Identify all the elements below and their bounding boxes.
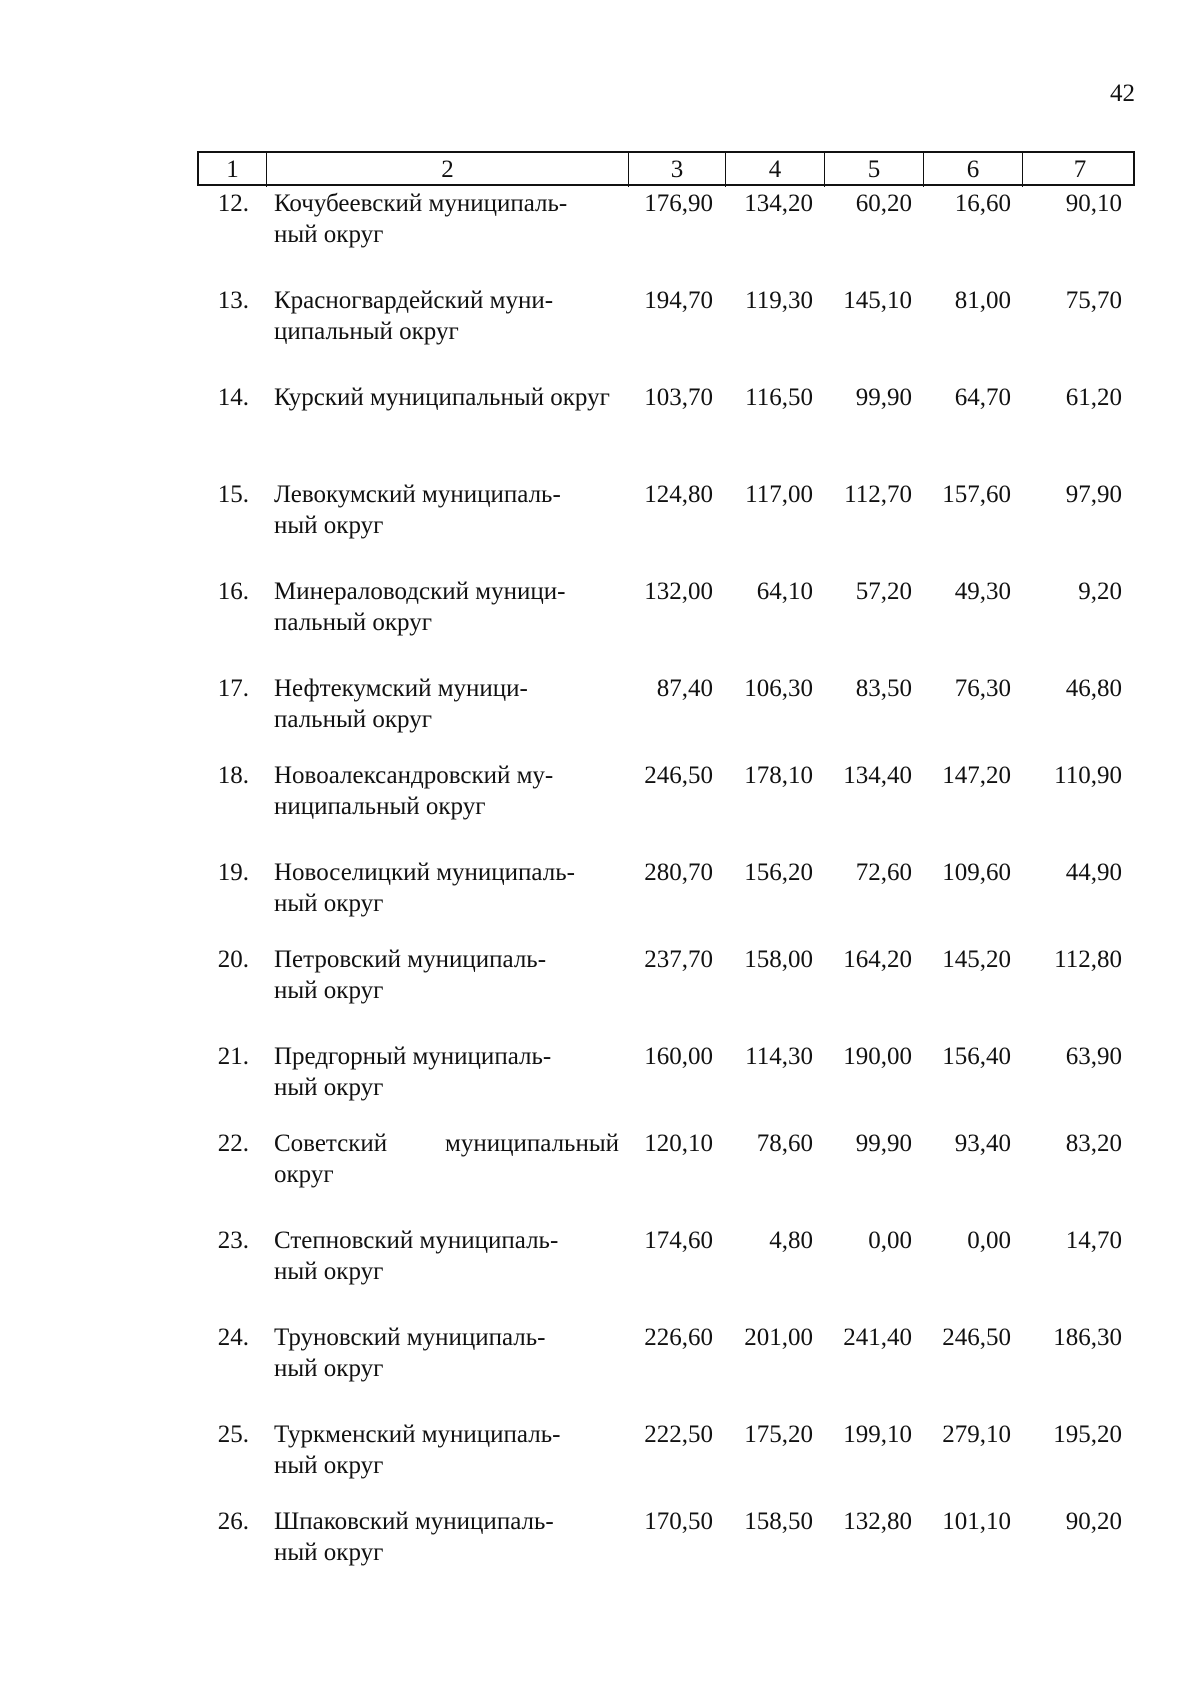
table-row	[197, 479, 1135, 545]
district-name: Советский муниципальный округ	[274, 1130, 619, 1188]
district-name: Новоселицкий муниципаль- ный округ	[274, 859, 575, 917]
row-number: 26.	[217, 1508, 249, 1535]
value-c5: 134,40	[843, 762, 912, 789]
table-row	[197, 1419, 1135, 1485]
value-c7: 110,90	[1054, 762, 1122, 789]
row-number: 25.	[217, 1421, 249, 1448]
value-c4: 4,80	[769, 1227, 813, 1254]
value-c7: 186,30	[1053, 1324, 1122, 1351]
table-row	[197, 673, 1135, 739]
header-cell-2: 2	[266, 153, 628, 187]
row-number: 21.	[217, 1043, 249, 1070]
row-number: 17.	[217, 675, 249, 702]
value-c5: 72,60	[855, 859, 912, 886]
row-number: 24.	[217, 1324, 249, 1351]
district-name: Труновский муниципаль- ный округ	[274, 1324, 546, 1382]
value-c3: 124,80	[644, 481, 713, 508]
value-c4: 116,50	[745, 384, 813, 411]
value-c5: 83,50	[855, 675, 912, 702]
value-c6: 64,70	[954, 384, 1011, 411]
district-name: Предгорный муниципаль- ный округ	[274, 1043, 552, 1101]
value-c4: 114,30	[745, 1043, 813, 1070]
header-cell-6: 6	[923, 153, 1022, 187]
district-name: Петровский муниципаль- ный округ	[274, 946, 547, 1004]
table-row	[197, 857, 1135, 923]
value-c5: 145,10	[843, 287, 912, 314]
value-c6: 49,30	[954, 578, 1011, 605]
row-number: 23.	[217, 1227, 249, 1254]
value-c7: 83,20	[1065, 1130, 1122, 1157]
value-c7: 61,20	[1065, 384, 1122, 411]
row-number: 19.	[217, 859, 249, 886]
value-c6: 0,00	[967, 1227, 1011, 1254]
value-c5: 199,10	[843, 1421, 912, 1448]
value-c3: 226,60	[644, 1324, 713, 1351]
value-c5: 164,20	[843, 946, 912, 973]
value-c3: 170,50	[644, 1508, 713, 1535]
value-c5: 99,90	[855, 1130, 912, 1157]
row-number: 16.	[217, 578, 249, 605]
value-c7: 44,90	[1065, 859, 1122, 886]
value-c3: 237,70	[644, 946, 713, 973]
value-c3: 103,70	[644, 384, 713, 411]
value-c6: 81,00	[954, 287, 1011, 314]
table-row	[197, 760, 1135, 826]
value-c7: 14,70	[1065, 1227, 1122, 1254]
table-row	[197, 1322, 1135, 1388]
table-row	[197, 944, 1135, 1010]
table-row	[197, 1225, 1135, 1291]
row-number: 20.	[217, 946, 249, 973]
header-cell-5: 5	[824, 153, 923, 187]
value-c6: 246,50	[942, 1324, 1011, 1351]
value-c4: 64,10	[756, 578, 813, 605]
value-c3: 87,40	[656, 675, 713, 702]
value-c4: 119,30	[745, 287, 813, 314]
value-c6: 93,40	[954, 1130, 1011, 1157]
header-cell-4: 4	[725, 153, 824, 187]
header-cell-3: 3	[628, 153, 725, 187]
header-cell-7: 7	[1022, 153, 1137, 187]
value-c4: 117,00	[745, 481, 813, 508]
value-c3: 280,70	[644, 859, 713, 886]
district-name: Курский муниципальный округ	[274, 384, 610, 411]
value-c5: 241,40	[843, 1324, 912, 1351]
row-number: 13.	[217, 287, 249, 314]
value-c6: 157,60	[942, 481, 1011, 508]
district-name: Минераловодский муници- пальный округ	[274, 578, 566, 636]
value-c4: 134,20	[744, 190, 813, 217]
value-c4: 158,50	[744, 1508, 813, 1535]
page-number: 42	[1110, 80, 1135, 107]
value-c4: 178,10	[744, 762, 813, 789]
district-name: Степновский муниципаль- ный округ	[274, 1227, 559, 1285]
district-name: Красногвардейский муни- ципальный округ	[274, 287, 554, 345]
value-c3: 222,50	[644, 1421, 713, 1448]
table-row	[197, 1128, 1135, 1194]
table-row	[197, 576, 1135, 642]
value-c4: 201,00	[744, 1324, 813, 1351]
value-c7: 90,20	[1065, 1508, 1122, 1535]
table-row	[197, 1041, 1135, 1107]
value-c3: 160,00	[644, 1043, 713, 1070]
value-c4: 106,30	[744, 675, 813, 702]
value-c7: 195,20	[1053, 1421, 1122, 1448]
value-c4: 78,60	[756, 1130, 813, 1157]
value-c7: 97,90	[1065, 481, 1122, 508]
value-c3: 194,70	[644, 287, 713, 314]
value-c4: 158,00	[744, 946, 813, 973]
district-name: Туркменский муниципаль- ный округ	[274, 1421, 561, 1479]
value-c6: 156,40	[942, 1043, 1011, 1070]
value-c3: 174,60	[644, 1227, 713, 1254]
table-row	[197, 382, 1135, 448]
value-c3: 120,10	[644, 1130, 713, 1157]
value-c7: 75,70	[1065, 287, 1122, 314]
value-c6: 147,20	[942, 762, 1011, 789]
value-c3: 246,50	[644, 762, 713, 789]
value-c5: 57,20	[855, 578, 912, 605]
row-number: 14.	[217, 384, 249, 411]
table-row	[197, 1506, 1135, 1572]
value-c6: 16,60	[954, 190, 1011, 217]
value-c6: 76,30	[954, 675, 1011, 702]
row-number: 22.	[217, 1130, 249, 1157]
value-c6: 145,20	[942, 946, 1011, 973]
value-c4: 175,20	[744, 1421, 813, 1448]
table-row	[197, 188, 1135, 254]
district-name: Кочубеевский муниципаль- ный округ	[274, 190, 568, 248]
value-c5: 112,70	[844, 481, 912, 508]
value-c5: 99,90	[855, 384, 912, 411]
value-c3: 176,90	[644, 190, 713, 217]
table-row	[197, 285, 1135, 351]
value-c7: 90,10	[1065, 190, 1122, 217]
value-c6: 279,10	[942, 1421, 1011, 1448]
table-header-row	[197, 151, 1135, 186]
value-c5: 132,80	[843, 1508, 912, 1535]
row-number: 18.	[217, 762, 249, 789]
value-c6: 109,60	[942, 859, 1011, 886]
value-c7: 9,20	[1078, 578, 1122, 605]
row-number: 12.	[217, 190, 249, 217]
header-cell-1: 1	[226, 156, 239, 183]
value-c5: 190,00	[843, 1043, 912, 1070]
district-name: Левокумский муниципаль- ный округ	[274, 481, 561, 539]
district-name: Новоалександровский му- ниципальный округ	[274, 762, 554, 820]
value-c7: 46,80	[1065, 675, 1122, 702]
district-name: Нефтекумский муници- пальный округ	[274, 675, 528, 733]
value-c5: 0,00	[868, 1227, 912, 1254]
value-c6: 101,10	[942, 1508, 1011, 1535]
value-c7: 63,90	[1065, 1043, 1122, 1070]
value-c3: 132,00	[644, 578, 713, 605]
row-number: 15.	[217, 481, 249, 508]
district-name: Шпаковский муниципаль- ный округ	[274, 1508, 554, 1566]
value-c7: 112,80	[1054, 946, 1122, 973]
value-c5: 60,20	[855, 190, 912, 217]
value-c4: 156,20	[744, 859, 813, 886]
